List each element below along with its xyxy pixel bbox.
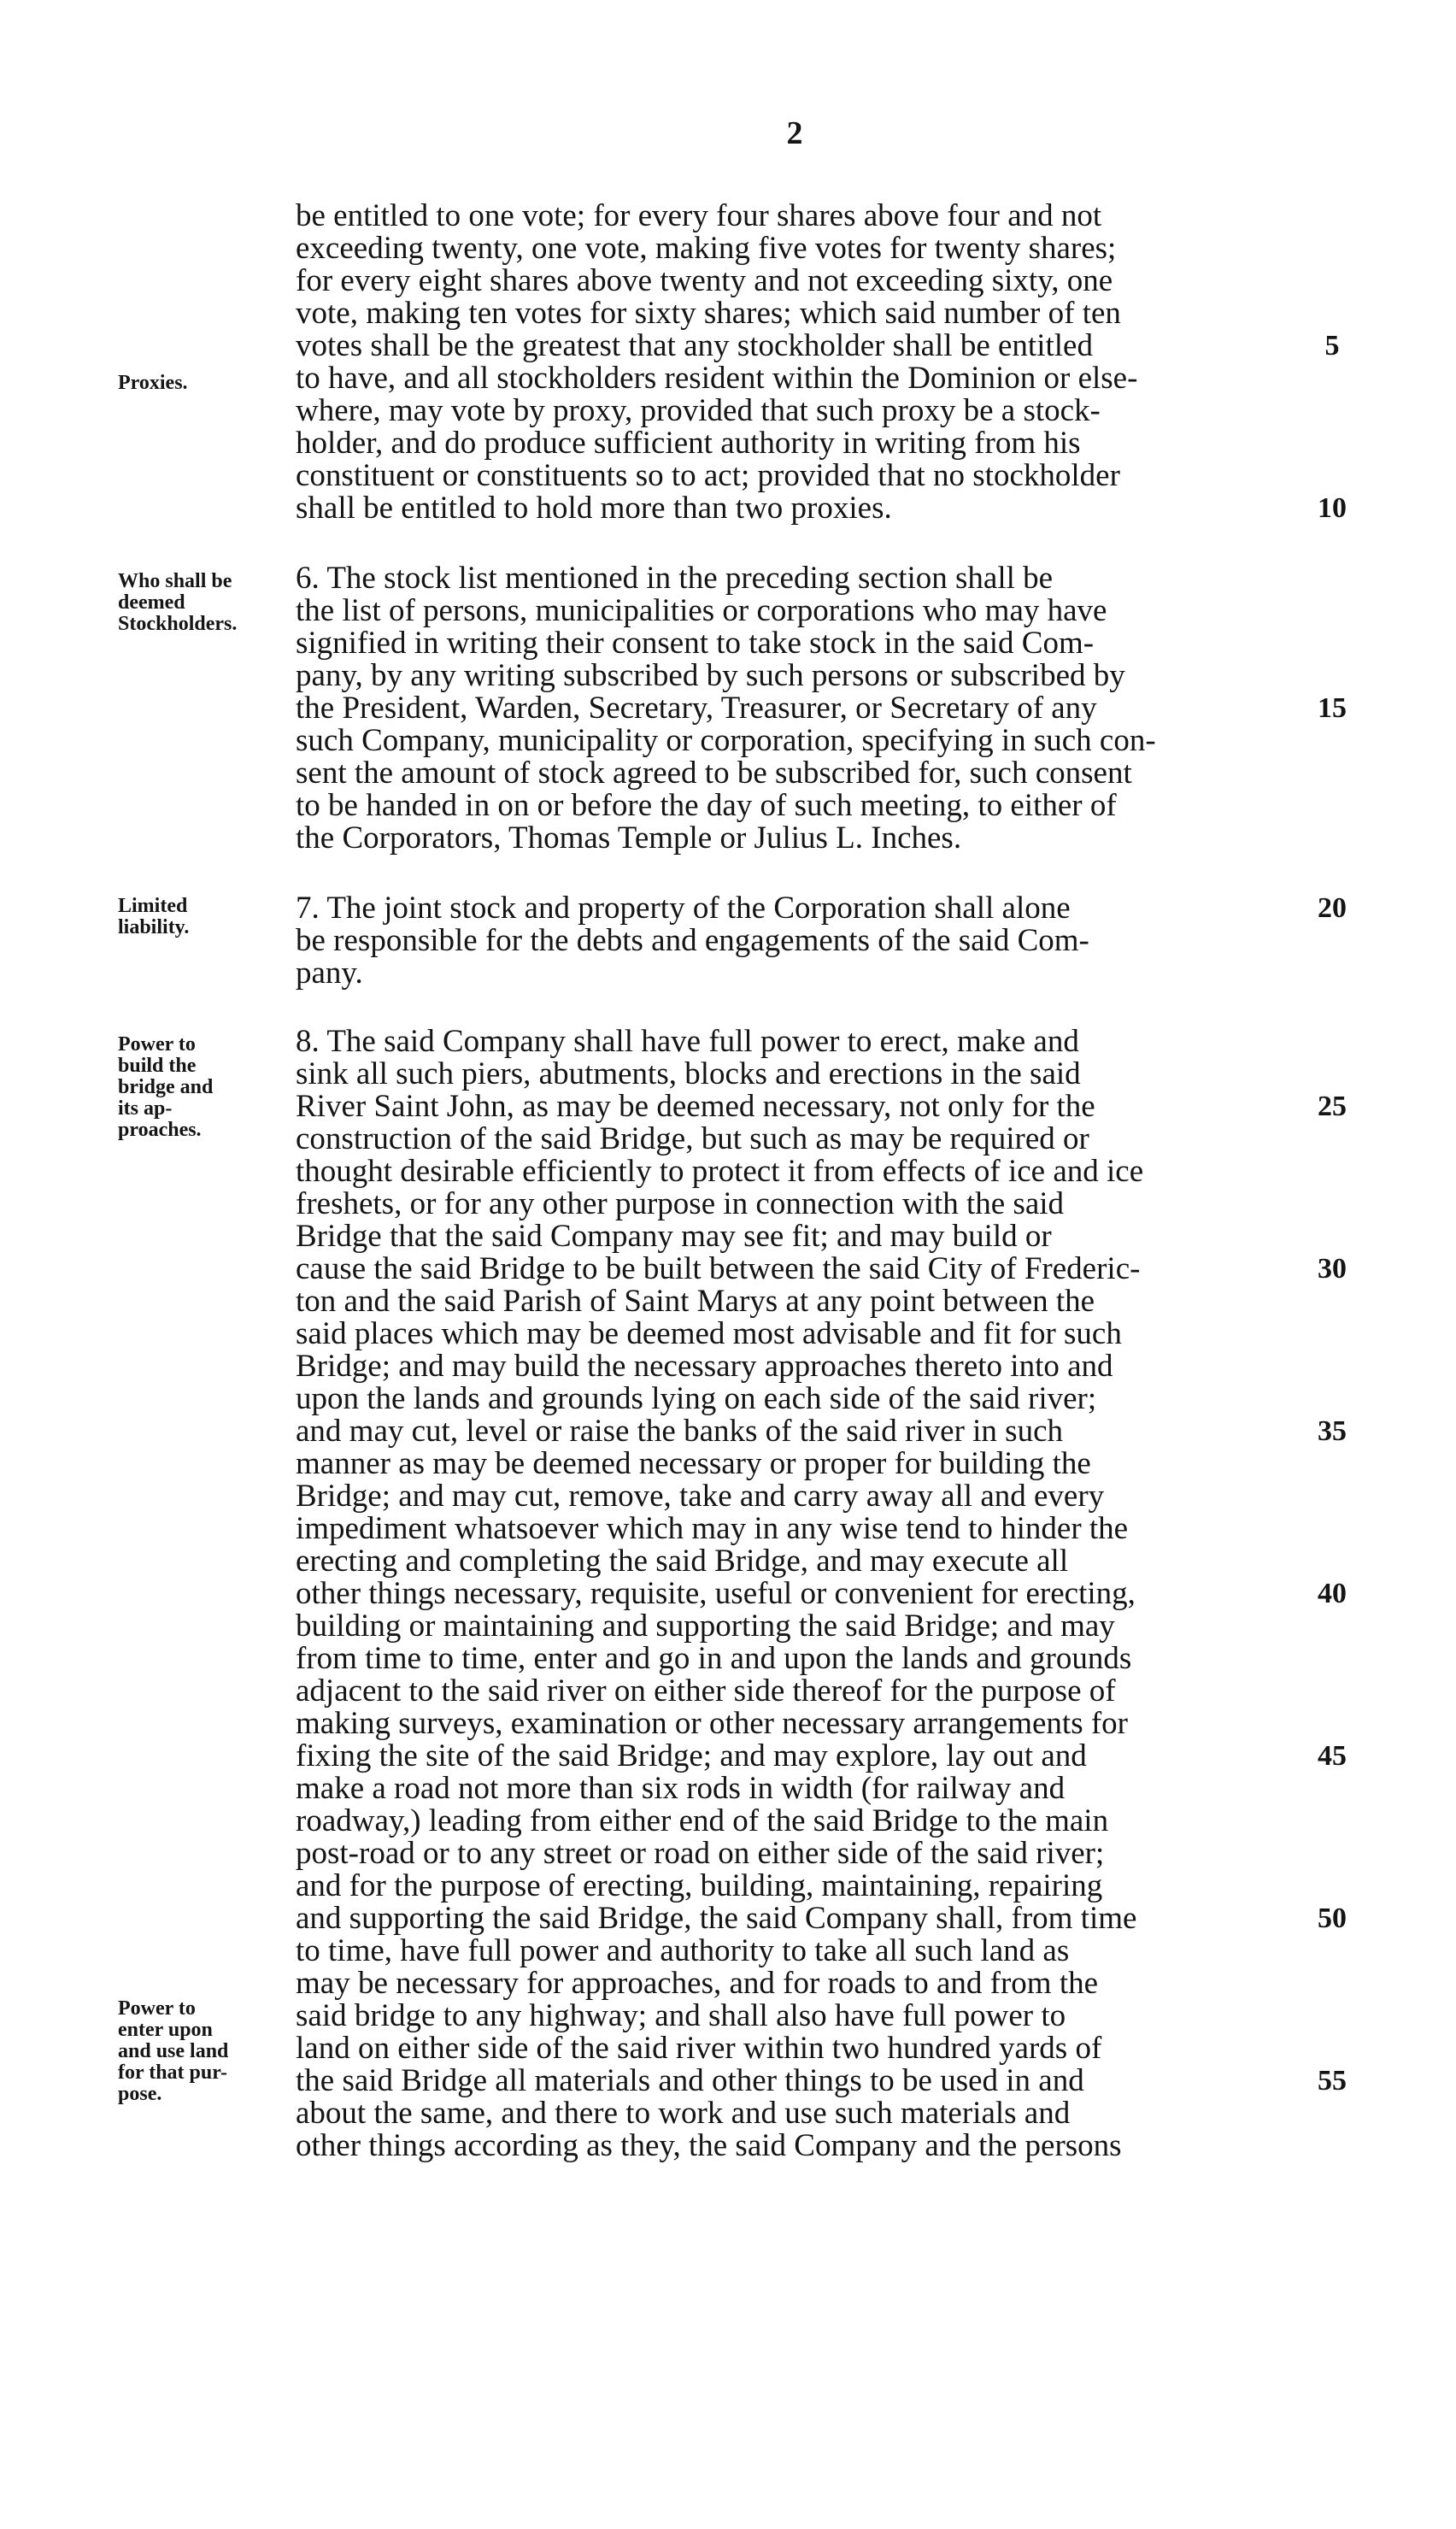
text-line: said places which may be deemed most advisable and fit for such bbox=[296, 1316, 1122, 1351]
text-line: Bridge; and may build the necessary approaches thereto into and bbox=[296, 1349, 1113, 1384]
text-line: adjacent to the said river on either side thereof for the purpose of bbox=[296, 1673, 1116, 1709]
page-number: 2 bbox=[786, 115, 803, 151]
text-line: erecting and completing the said Bridge, and may execute all bbox=[296, 1544, 1069, 1579]
text-line: holder, and do produce sufficient authority in writing from his bbox=[296, 426, 1081, 461]
text-line: thought desirable efficiently to protect it from effects of ice and ice bbox=[296, 1154, 1144, 1189]
text-line: may be necessary for approaches, and for roads to and from the bbox=[296, 1966, 1099, 2001]
text-line: building or maintaining and supporting the said Bridge; and may bbox=[296, 1609, 1115, 1644]
text-line: 6. The stock list mentioned in the preceding section shall be bbox=[296, 561, 1054, 596]
text-line: to be handed in on or before the day of such meeting, to either of bbox=[296, 788, 1117, 823]
text-line: the list of persons, municipalities or corporations who may have bbox=[296, 593, 1107, 628]
text-line: vote, making ten votes for sixty shares; which said number of ten bbox=[296, 296, 1121, 331]
text-line: for every eight shares above twenty and not exceeding sixty, one bbox=[296, 263, 1113, 298]
margin-note: Limited liability. bbox=[118, 895, 190, 938]
text-line: shall be entitled to hold more than two proxies. bbox=[296, 491, 892, 526]
line-number: 45 bbox=[1318, 1740, 1347, 1772]
text-line: other things according as they, the said Company and the persons bbox=[296, 2128, 1122, 2163]
text-line: be responsible for the debts and engagements of the said Com- bbox=[296, 923, 1089, 958]
line-number: 10 bbox=[1318, 492, 1347, 524]
text-line: upon the lands and grounds lying on each side of the said river; bbox=[296, 1381, 1097, 1416]
text-line: exceeding twenty, one vote, making five votes for twenty shares; bbox=[296, 231, 1117, 266]
margin-note: Power to enter upon and use land for that pur- pose. bbox=[118, 1997, 229, 2105]
text-line: land on either side of the said river within two hundred yards of bbox=[296, 2031, 1102, 2066]
text-line: freshets, or for any other purpose in connection with the said bbox=[296, 1186, 1065, 1221]
text-line: and may cut, level or raise the banks of the said river in such bbox=[296, 1414, 1063, 1449]
text-line: making surveys, examination or other necessary arrangements for bbox=[296, 1706, 1128, 1741]
text-line: the Corporators, Thomas Temple or Julius L. Inches. bbox=[296, 820, 962, 856]
text-line: roadway,) leading from either end of the said Bridge to the main bbox=[296, 1803, 1109, 1838]
text-line: cause the said Bridge to be built between the said City of Frederic- bbox=[296, 1251, 1141, 1286]
text-line: ton and the said Parish of Saint Marys at any point between the bbox=[296, 1284, 1095, 1319]
line-number: 20 bbox=[1318, 892, 1347, 924]
text-line: to time, have full power and authority to take all such land as bbox=[296, 1933, 1070, 1968]
text-line: from time to time, enter and go in and upon the lands and grounds bbox=[296, 1641, 1132, 1676]
text-line: construction of the said Bridge, but such as may be required or bbox=[296, 1121, 1089, 1156]
text-line: where, may vote by proxy, provided that such proxy be a stock- bbox=[296, 393, 1101, 428]
margin-note: Who shall be deemed Stockholders. bbox=[118, 570, 238, 635]
text-line: and for the purpose of erecting, building, maintaining, repairing bbox=[296, 1868, 1103, 1903]
text-line: fixing the site of the said Bridge; and may explore, lay out and bbox=[296, 1738, 1087, 1773]
text-line: constituent or constituents so to act; provided that no stockholder bbox=[296, 458, 1120, 493]
text-line: sent the amount of stock agreed to be subscribed for, such consent bbox=[296, 756, 1132, 791]
line-number: 50 bbox=[1318, 1903, 1347, 1934]
text-line: make a road not more than six rods in width (for railway and bbox=[296, 1771, 1066, 1806]
text-line: 8. The said Company shall have full power to erect, make and bbox=[296, 1024, 1079, 1059]
text-line: votes shall be the greatest that any stockholder shall be entitled bbox=[296, 328, 1093, 363]
text-line: impediment whatsoever which may in any wise tend to hinder the bbox=[296, 1511, 1129, 1546]
line-number: 15 bbox=[1318, 692, 1347, 724]
text-line: manner as may be deemed necessary or proper for building the bbox=[296, 1446, 1091, 1481]
text-line: such Company, municipality or corporation, specifying in such con- bbox=[296, 723, 1156, 758]
text-line: the said Bridge all materials and other things to be used in and bbox=[296, 2063, 1084, 2098]
text-line: Bridge; and may cut, remove, take and carry away all and every bbox=[296, 1479, 1105, 1514]
text-line: 7. The joint stock and property of the Corporation shall alone bbox=[296, 891, 1071, 926]
text-line: pany, by any writing subscribed by such persons or subscribed by bbox=[296, 658, 1125, 693]
text-line: to have, and all stockholders resident within the Dominion or else- bbox=[296, 361, 1138, 396]
text-line: about the same, and there to work and use such materials and bbox=[296, 2096, 1071, 2131]
text-line: said bridge to any highway; and shall also have full power to bbox=[296, 1998, 1066, 2033]
text-line: River Saint John, as may be deemed necessary, not only for the bbox=[296, 1089, 1095, 1124]
text-line: Bridge that the said Company may see fit; and may build or bbox=[296, 1219, 1052, 1254]
text-line: other things necessary, requisite, useful or convenient for erecting, bbox=[296, 1576, 1136, 1611]
text-line: be entitled to one vote; for every four shares above four and not bbox=[296, 198, 1102, 233]
line-number: 35 bbox=[1318, 1415, 1347, 1447]
margin-note: Proxies. bbox=[118, 372, 188, 394]
line-number: 30 bbox=[1318, 1253, 1347, 1285]
text-line: post-road or to any street or road on either side of the said river; bbox=[296, 1836, 1105, 1871]
line-number: 55 bbox=[1318, 2065, 1347, 2097]
line-number: 40 bbox=[1318, 1578, 1347, 1609]
margin-note: Power to build the bridge and its ap- proaches. bbox=[118, 1033, 214, 1141]
line-number: 25 bbox=[1318, 1091, 1347, 1122]
text-line: pany. bbox=[296, 956, 363, 991]
text-line: sink all such piers, abutments, blocks and erections in the said bbox=[296, 1056, 1081, 1091]
text-line: and supporting the said Bridge, the said Company shall, from time bbox=[296, 1901, 1137, 1936]
text-line: signified in writing their consent to take stock in the said Com- bbox=[296, 626, 1095, 661]
text-line: the President, Warden, Secretary, Treasurer, or Secretary of any bbox=[296, 691, 1097, 726]
line-number: 5 bbox=[1324, 330, 1340, 362]
